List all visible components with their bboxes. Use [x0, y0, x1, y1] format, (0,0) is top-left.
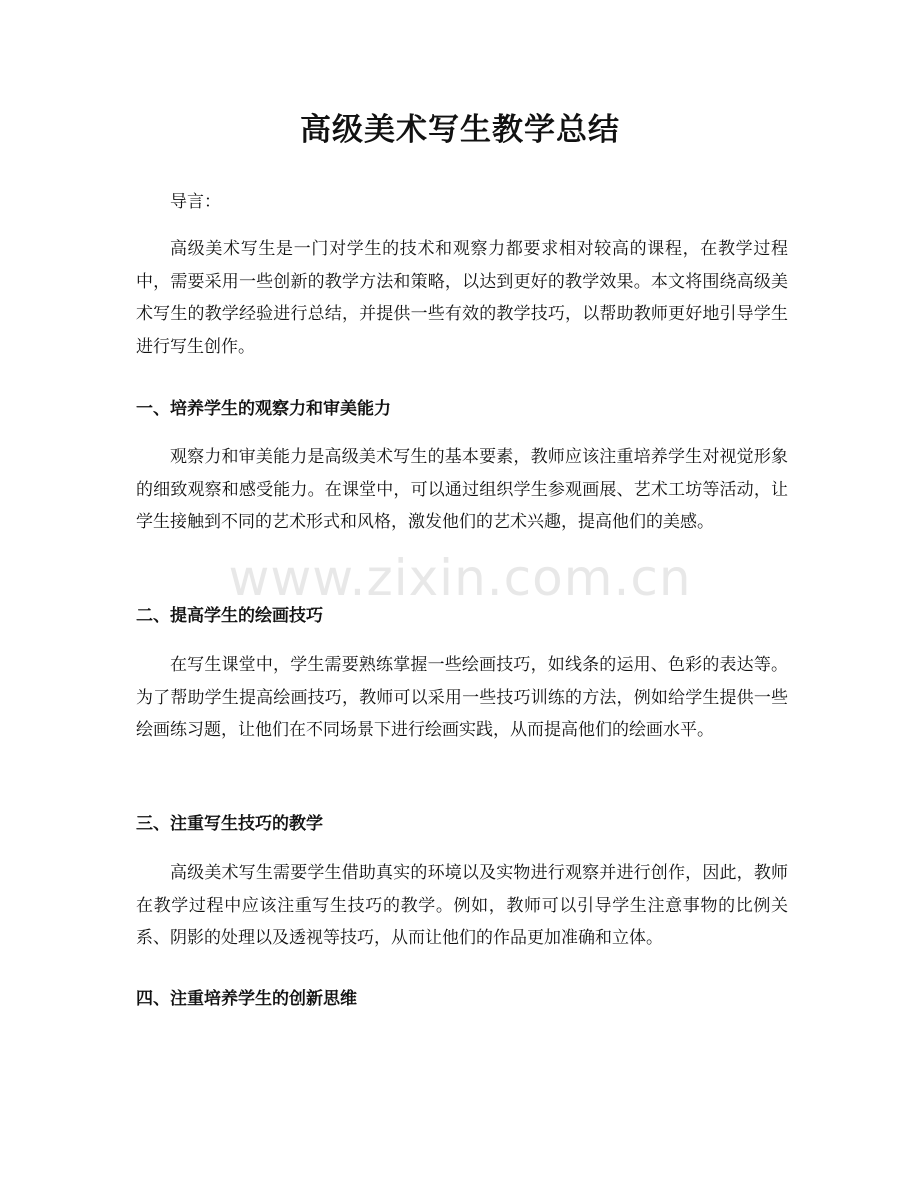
watermark-text: www.zixin.com.cn	[228, 549, 692, 607]
intro-label: 导言：	[170, 192, 221, 212]
section-heading-2: 二、提高学生的绘画技巧	[136, 606, 323, 626]
section-heading-1: 一、培养学生的观察力和审美能力	[136, 399, 391, 419]
section-body-2: 在写生课堂中，学生需要熟练掌握一些绘画技巧，如线条的运用、色彩的表达等。为了帮助学生提高绘画技巧，教师可以采用一些技巧训练的方法，例如给学生提供一些绘画练习题，让他们在不同场景下进行绘画实践，从而提高他们的绘画水平。	[136, 655, 788, 740]
page-title: 高级美术写生教学总结	[300, 112, 620, 148]
section-body-1: 观察力和审美能力是高级美术写生的基本要素，教师应该注重培养学生对视觉形象的细致观察和感受能力。在课堂中，可以通过组织学生参观画展、艺术工坊等活动，让学生接触到不同的艺术形式和风格，激发他们的艺术兴趣，提高他们的美感。	[136, 447, 788, 532]
section-heading-4: 四、注重培养学生的创新思维	[136, 989, 357, 1009]
intro-paragraph: 高级美术写生是一门对学生的技术和观察力都要求相对较高的课程，在教学过程中，需要采用一些创新的教学方法和策略，以达到更好的教学效果。本文将围绕高级美术写生的教学经验进行总结，并提供一些有效的教学技巧，以帮助教师更好地引导学生进行写生创作。	[136, 239, 788, 357]
section-body-3: 高级美术写生需要学生借助真实的环境以及实物进行观察并进行创作，因此，教师在教学过程中应该注重写生技巧的教学。例如，教师可以引导学生注意事物的比例关系、阴影的处理以及透视等技巧，从而让他们的作品更加准确和立体。	[136, 863, 788, 948]
section-heading-3: 三、注重写生技巧的教学	[136, 814, 323, 834]
